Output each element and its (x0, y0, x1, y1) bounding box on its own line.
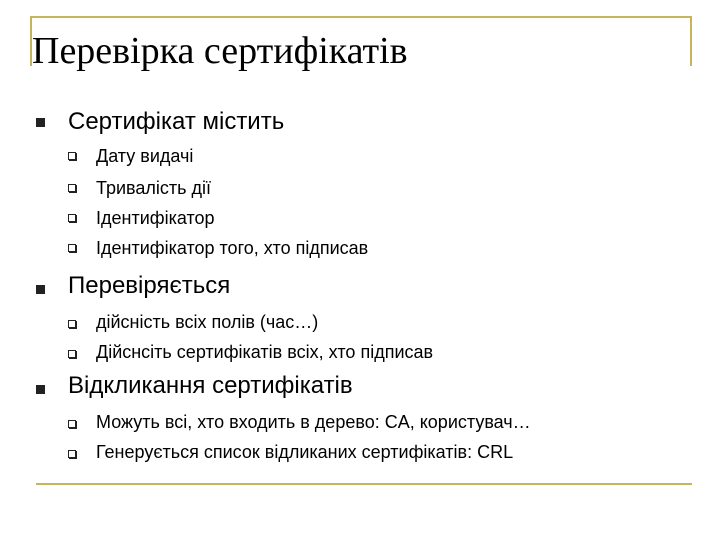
slide-title: Перевірка сертифікатів (32, 30, 408, 72)
list-item: Генерується список відликаних сертифікатів: CRL (96, 442, 514, 462)
frame-right-line (690, 16, 692, 66)
hollow-square-icon (68, 152, 76, 160)
section-heading: Відкликання сертифікатів (68, 372, 353, 399)
filled-square-icon (36, 118, 45, 127)
hollow-square-icon (68, 350, 76, 358)
list-item: Ідентифікатор того, хто підписав (96, 238, 369, 258)
filled-square-icon (36, 385, 45, 394)
frame-bottom-line (36, 483, 692, 485)
section-heading: Сертифікат містить (68, 108, 285, 135)
hollow-square-icon (68, 214, 76, 222)
list-item: Дату видачі (96, 146, 194, 166)
hollow-square-icon (68, 184, 76, 192)
filled-square-icon (36, 285, 45, 294)
hollow-square-icon (68, 420, 76, 428)
list-item: Ідентифікатор (96, 208, 215, 228)
hollow-square-icon (68, 244, 76, 252)
list-item: Можуть всі, хто входить в дерево: CA, користувач… (96, 412, 531, 432)
hollow-square-icon (68, 450, 76, 458)
list-item: Дійснсіть сертифікатів всіх, хто підписав (96, 342, 434, 362)
frame-top-line (30, 16, 692, 18)
list-item: дійсність всіх полів (час…) (96, 312, 319, 332)
hollow-square-icon (68, 320, 76, 328)
list-item: Тривалість дії (96, 178, 212, 198)
section-heading: Перевіряється (68, 272, 231, 299)
